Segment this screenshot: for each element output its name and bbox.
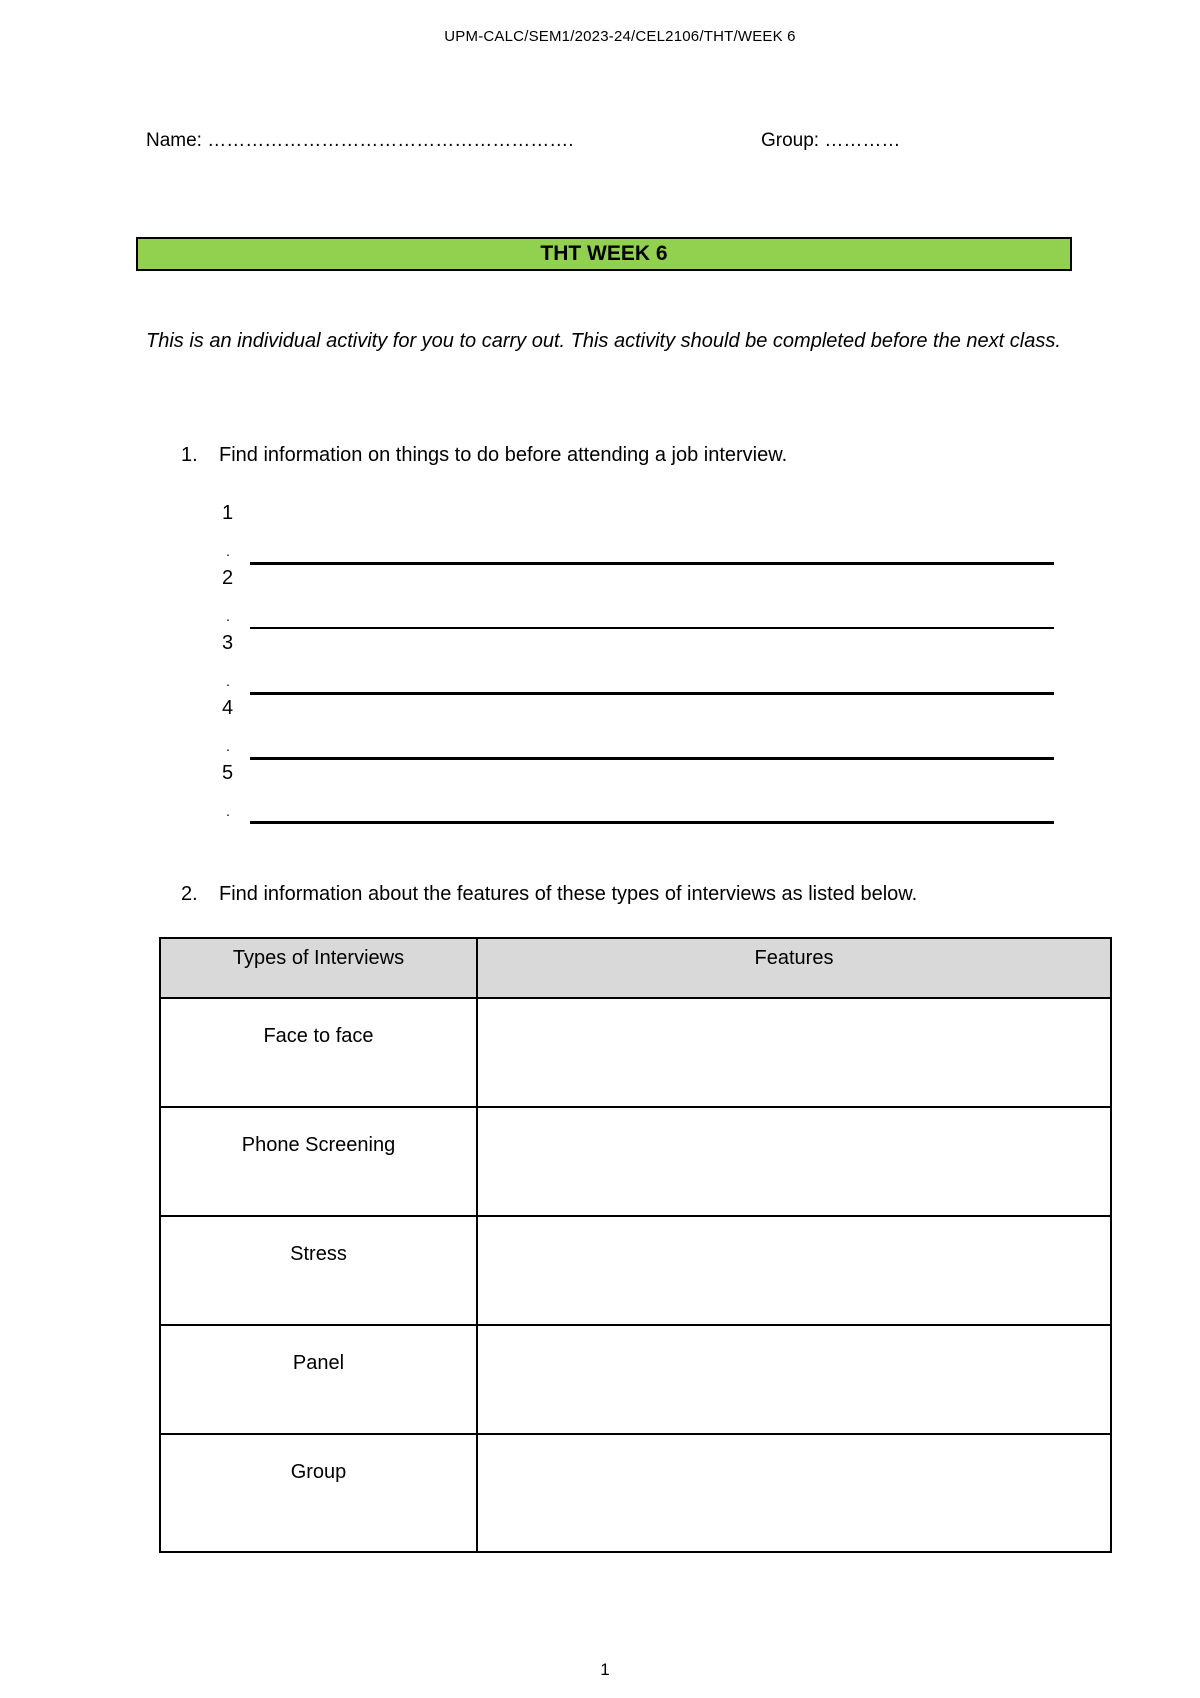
features-cell[interactable] [477,1434,1111,1552]
page-number: 1 [600,1660,610,1679]
interview-type-cell: Panel [160,1325,477,1434]
interview-type-cell: Group [160,1434,477,1552]
interview-type-cell: Phone Screening [160,1107,477,1216]
answer-3-dot: . [226,673,230,689]
group-field-label: Group: ………… [761,130,901,151]
features-cell[interactable] [477,1216,1111,1325]
column-header-types: Types of Interviews [160,938,477,998]
answer-5-number: 5 [222,762,234,784]
answer-4-number: 4 [222,697,234,719]
table-row [160,1325,1111,1434]
answer-5-line[interactable] [250,821,1054,824]
interview-type-cell: Face to face [160,998,477,1107]
table-row [160,998,1111,1107]
answer-4-dot: . [226,738,230,754]
features-cell[interactable] [477,1325,1111,1434]
interview-types-table [159,937,1112,1553]
answer-3-line[interactable] [250,692,1054,695]
answer-3-number: 3 [222,632,234,654]
page-title-text: THT WEEK 6 [540,242,668,265]
page-title [136,237,1072,271]
answer-1-line[interactable] [250,562,1054,565]
table-row [160,1434,1111,1552]
features-cell[interactable] [477,998,1111,1107]
question-1-text: Find information on things to do before attending a job interview. [219,444,788,466]
answer-1-number: 1 [222,502,234,524]
question-2-text: Find information about the features of these types of interviews as listed below. [219,883,918,905]
table-row [160,1107,1111,1216]
question-1-number: 1. [181,444,198,466]
document-code-header: UPM-CALC/SEM1/2023-24/CEL2106/THT/WEEK 6 [444,28,796,45]
name-field-label: Name: …………………………………………………. [146,130,574,151]
question-1 [181,444,787,467]
interview-type-cell: Stress [160,1216,477,1325]
features-cell[interactable] [477,1107,1111,1216]
question-2 [181,883,917,906]
question-2-number: 2. [181,883,198,905]
table-header-row [160,938,1111,998]
column-header-features: Features [477,938,1111,998]
answer-2-line[interactable] [250,627,1054,629]
answer-4-line[interactable] [250,757,1054,760]
answer-2-number: 2 [222,567,234,589]
answer-5-dot: . [226,803,230,819]
answer-1-dot: . [226,543,230,559]
table-row [160,1216,1111,1325]
answer-2-dot: . [226,608,230,624]
instruction-text: This is an individual activity for you to carry out. This activity should be completed before the next class. [146,330,1061,352]
